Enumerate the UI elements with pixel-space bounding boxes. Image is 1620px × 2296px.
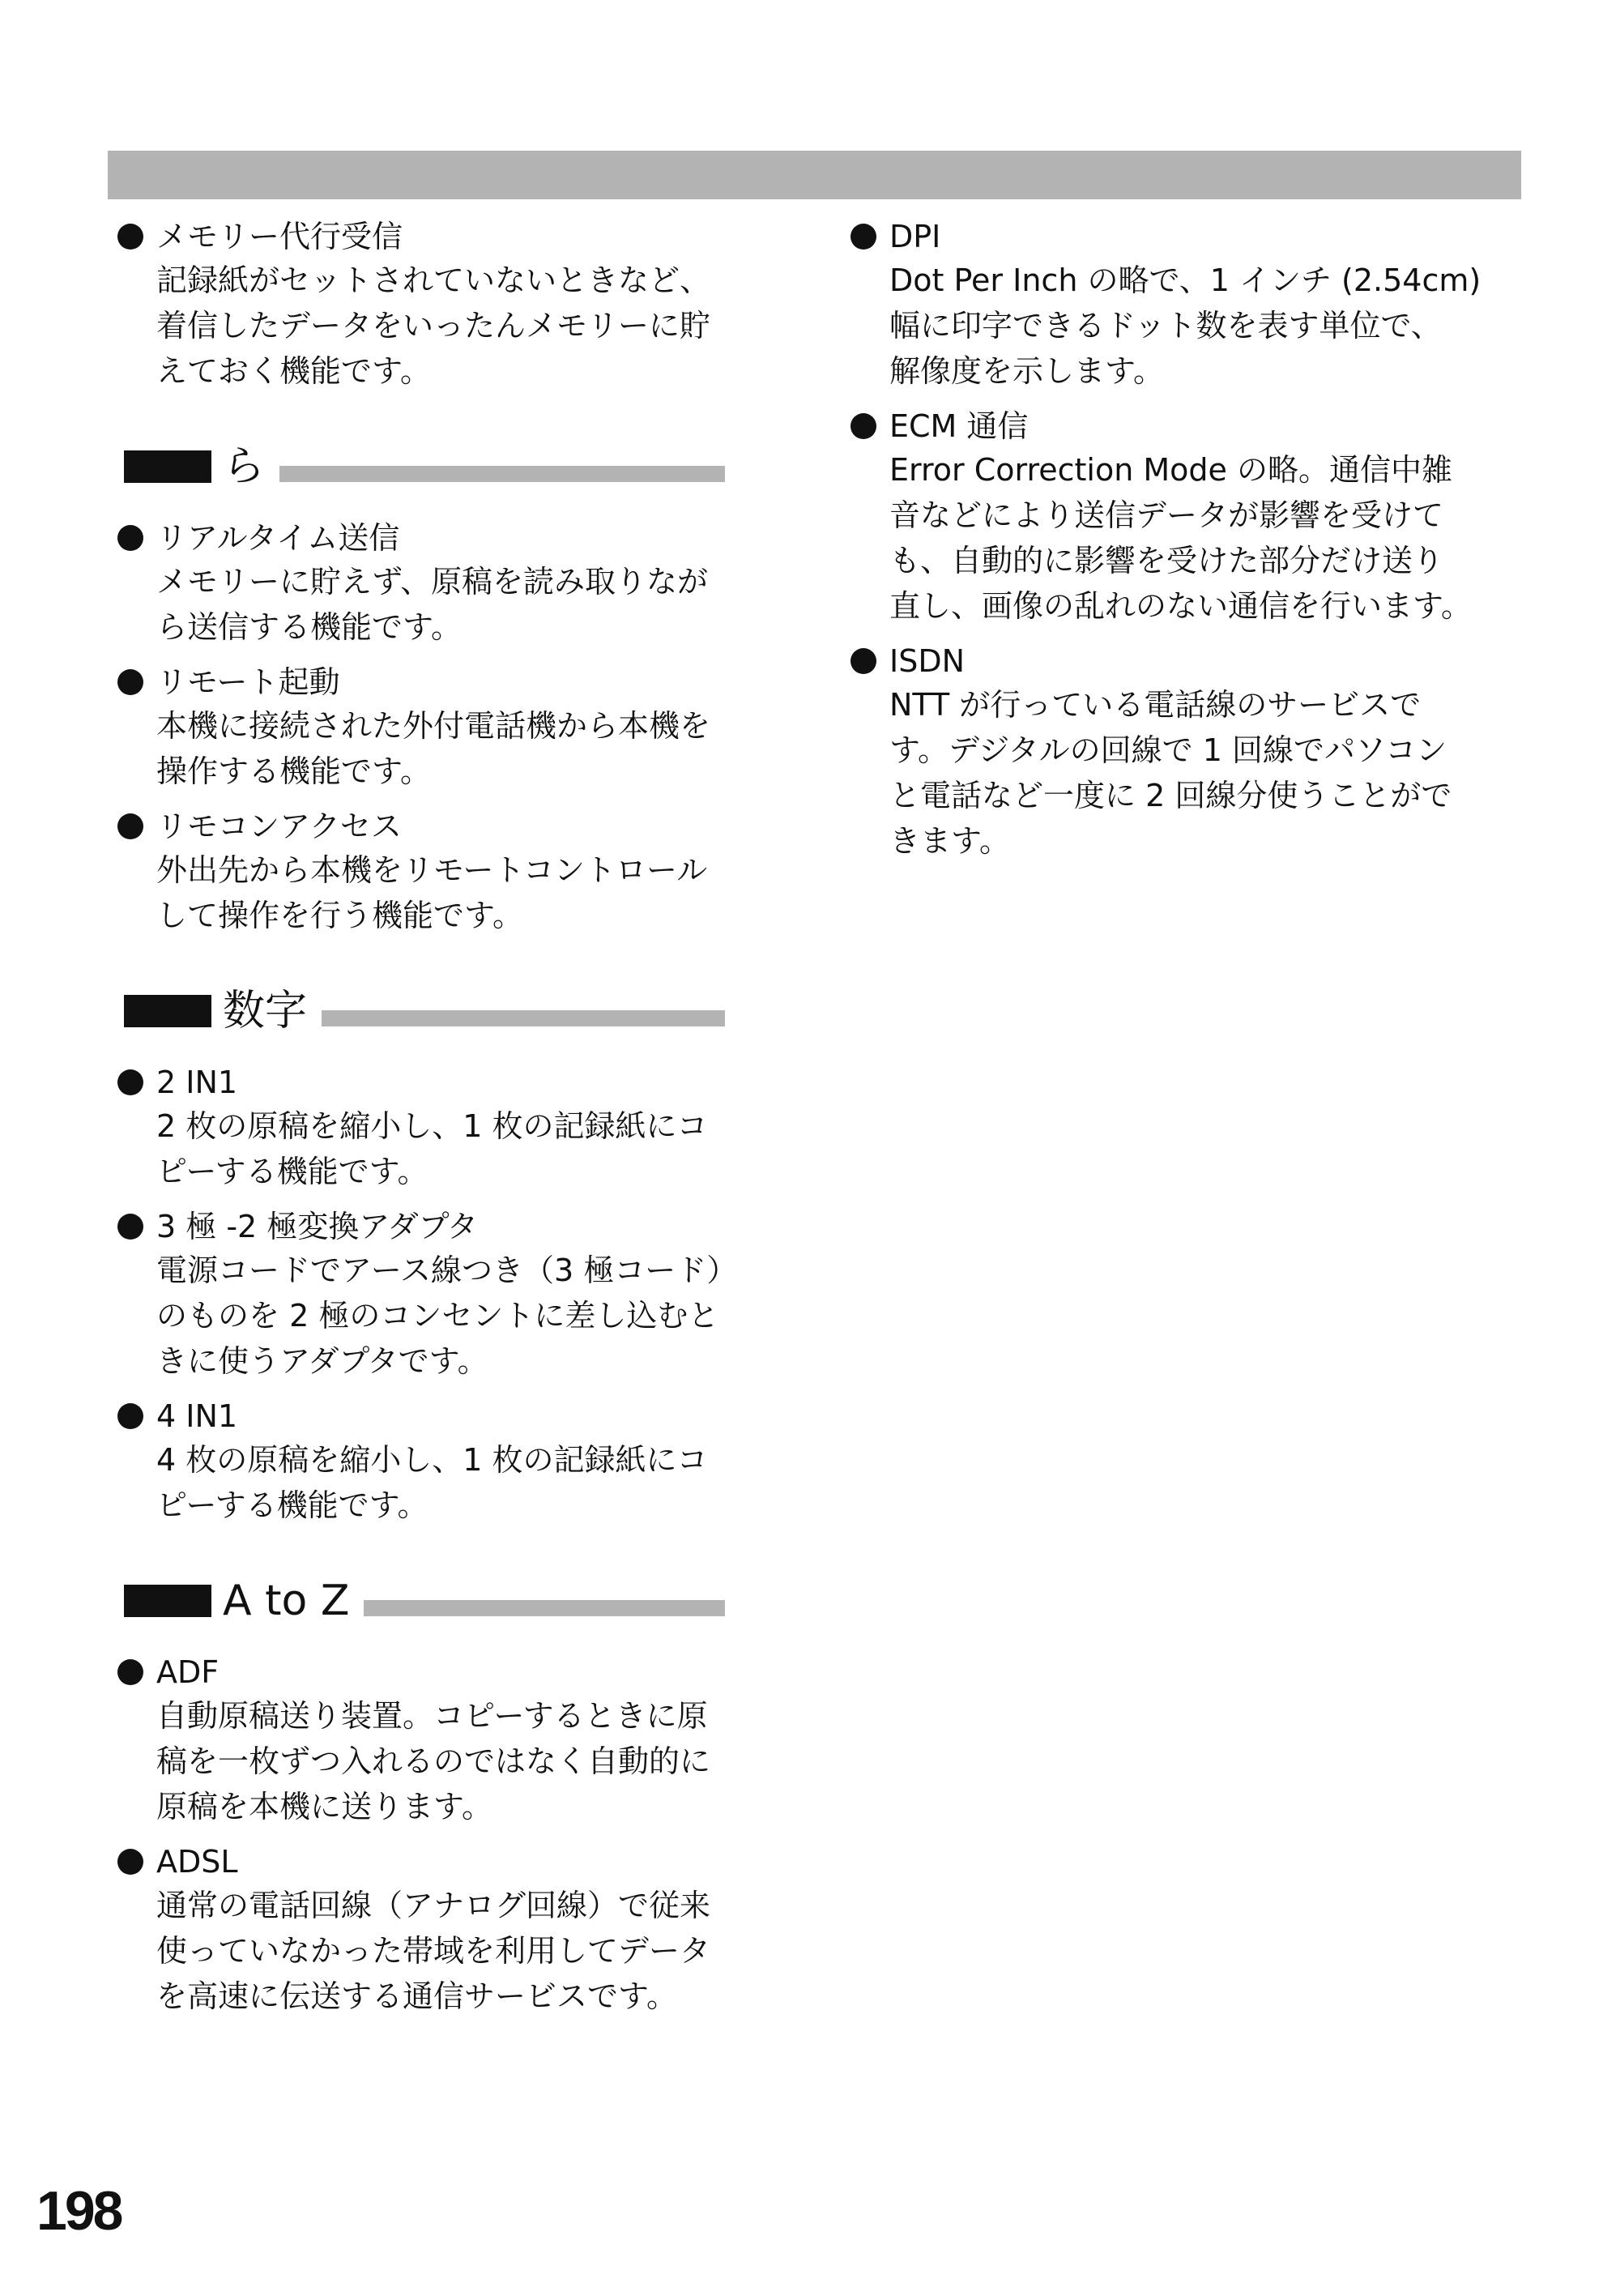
entry-description: メモリーに貯えず、原稿を読み取りなが ら送信する機能です。 [156,564,708,645]
entry-title: リアルタイム送信 [156,520,400,556]
glossary-entry [117,1206,798,1384]
bullet-icon [117,1849,143,1875]
entry-description: 2 枚の原稿を縮小し、1 枚の記録紙にコ ピーする機能です。 [156,1108,708,1189]
bullet-icon [117,1069,143,1095]
bullet-icon [117,813,143,839]
entry-title: ADF [156,1654,220,1690]
left-column [117,216,798,2030]
entry-title: 4 IN1 [156,1398,238,1434]
entry-title: ADSL [156,1844,238,1880]
section-title: A to Z [223,1577,350,1625]
bullet-icon [850,224,876,250]
bullet-icon [117,669,143,695]
entry-description: 通常の電話回線（アナログ回線）で従来 使っていなかった帯域を利用してデータ を高速に伝送する通信サービスです。 [156,1888,711,2014]
entry-description: 記録紙がセットされていないときなど、 着信したデータをいったんメモリーに貯 えておく機能です。 [156,262,711,389]
entry-description: 本機に接続された外付電話機から本機を 操作する機能です。 [156,708,711,789]
entry-description: 電源コードでアース線つき（3 極コード） のものを 2 極のコンセントに差し込むと きに使うアダプタです。 [156,1253,738,1379]
bullet-icon [850,413,876,439]
glossary-entry [850,640,1531,864]
entry-title: リモート起動 [156,664,340,700]
entry-title: ECM 通信 [889,408,1029,444]
section-title: 数字 [223,987,308,1035]
glossary-entry [117,216,798,394]
bullet-icon [117,1403,143,1429]
glossary-entry [117,1651,798,1829]
heading-rule [279,466,725,482]
bullet-icon [117,224,143,250]
section-title: ら [223,442,266,491]
bullet-icon [117,525,143,551]
entry-description: 4 枚の原稿を縮小し、1 枚の記録紙にコ ピーする機能です。 [156,1442,708,1523]
page-number: 198 [36,2180,122,2242]
bullet-icon [117,1659,143,1685]
entry-description: 自動原稿送り装置。コピーするときに原 稿を一枚ずつ入れるのではなく自動的に 原稿を本機に送ります。 [156,1698,711,1824]
glossary-entry [117,661,798,794]
glossary-entry [117,1395,798,1528]
glossary-entry [117,517,798,650]
bullet-icon [117,1214,143,1240]
section-heading-atoz [124,1568,798,1633]
entry-description: 外出先から本機をリモートコントロール して操作を行う機能です。 [156,852,708,933]
glossary-entry [850,216,1531,394]
entry-description: NTT が行っている電話線のサービスで す。デジタルの回線で 1 回線でパソコン と電話など一度に 2 回線分使うことがで きます。 [889,687,1452,859]
glossary-entry [117,1841,798,2019]
glossary-entry [117,1061,798,1194]
heading-marker [124,450,211,483]
entry-title: リモコンアクセス [156,809,402,844]
heading-marker [124,1585,211,1617]
entry-description: Error Correction Mode の略。通信中雑 音などにより送信データが影響を受けて も、自動的に影響を受けた部分だけ送り 直し、画像の乱れのない通信を行います。 [889,452,1472,624]
heading-marker [124,995,211,1027]
entry-title: DPI [889,219,941,254]
heading-rule [322,1010,725,1026]
entry-title: メモリー代行受信 [156,219,403,254]
entry-description: Dot Per Inch の略で、1 インチ (2.54cm) 幅に印字できるドット数を表す単位で、 解像度を示します。 [889,262,1481,389]
entry-title: 3 極 -2 極変換アダプタ [156,1209,478,1244]
heading-rule [364,1600,725,1616]
entry-title: 2 IN1 [156,1065,238,1100]
entry-title: ISDN [889,643,966,679]
right-column [850,216,1531,875]
section-heading-suji [124,979,798,1043]
bullet-icon [850,648,876,674]
header-bar [108,151,1521,199]
section-heading-ra [124,434,798,499]
glossary-entry [850,405,1531,629]
glossary-entry [117,805,798,938]
